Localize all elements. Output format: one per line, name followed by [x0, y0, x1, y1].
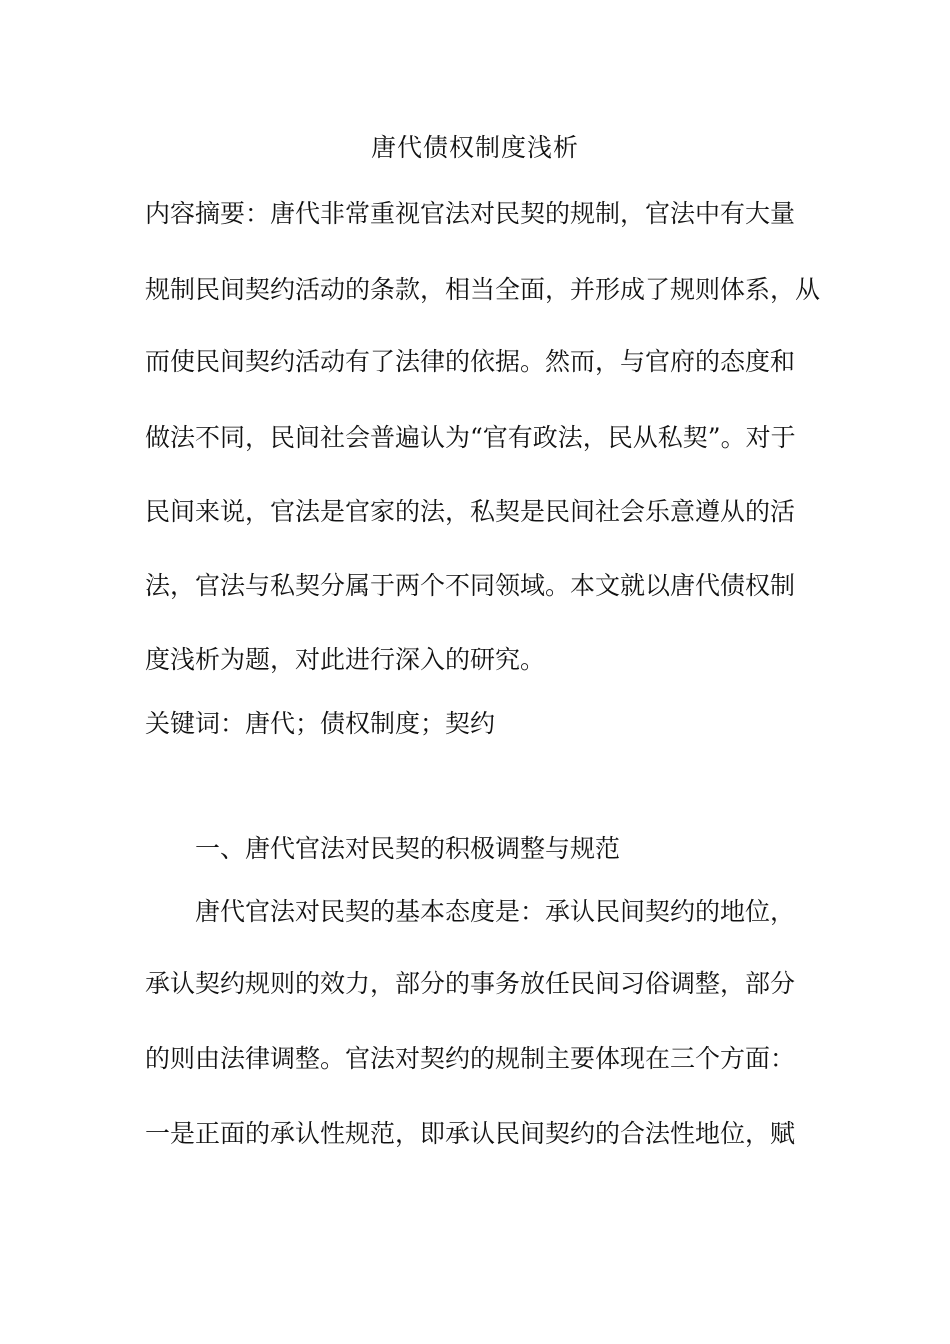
abstract-line-7: 度浅析为题，对此进行深入的研究。 — [145, 645, 546, 674]
abstract-line-1: 内容摘要：唐代非常重视官法对民契的规制，官法中有大量 — [145, 199, 796, 228]
section-heading: 一、唐代官法对民契的积极调整与规范 — [195, 834, 621, 863]
abstract-line-5: 民间来说，官法是官家的法，私契是民间社会乐意遵从的活 — [145, 497, 796, 526]
keywords-line: 关键词：唐代；债权制度；契约 — [145, 709, 496, 738]
abstract-line-4: 做法不同，民间社会普遍认为“官有政法，民从私契”。对于 — [145, 423, 796, 452]
abstract-line-3: 而使民间契约活动有了法律的依据。然而，与官府的态度和 — [145, 347, 796, 376]
body-line-3: 的则由法律调整。官法对契约的规制主要体现在三个方面： — [145, 1044, 796, 1073]
abstract-line-6: 法，官法与私契分属于两个不同领域。本文就以唐代债权制 — [145, 571, 796, 600]
body-line-2: 承认契约规则的效力，部分的事务放任民间习俗调整，部分 — [145, 969, 796, 998]
body-line-4: 一是正面的承认性规范，即承认民间契约的合法性地位，赋 — [145, 1119, 796, 1148]
abstract-line-2: 规制民间契约活动的条款，相当全面，并形成了规则体系，从 — [145, 275, 821, 304]
document-title: 唐代债权制度浅析 — [370, 133, 579, 162]
body-line-1: 唐代官法对民契的基本态度是：承认民间契约的地位， — [195, 897, 796, 926]
